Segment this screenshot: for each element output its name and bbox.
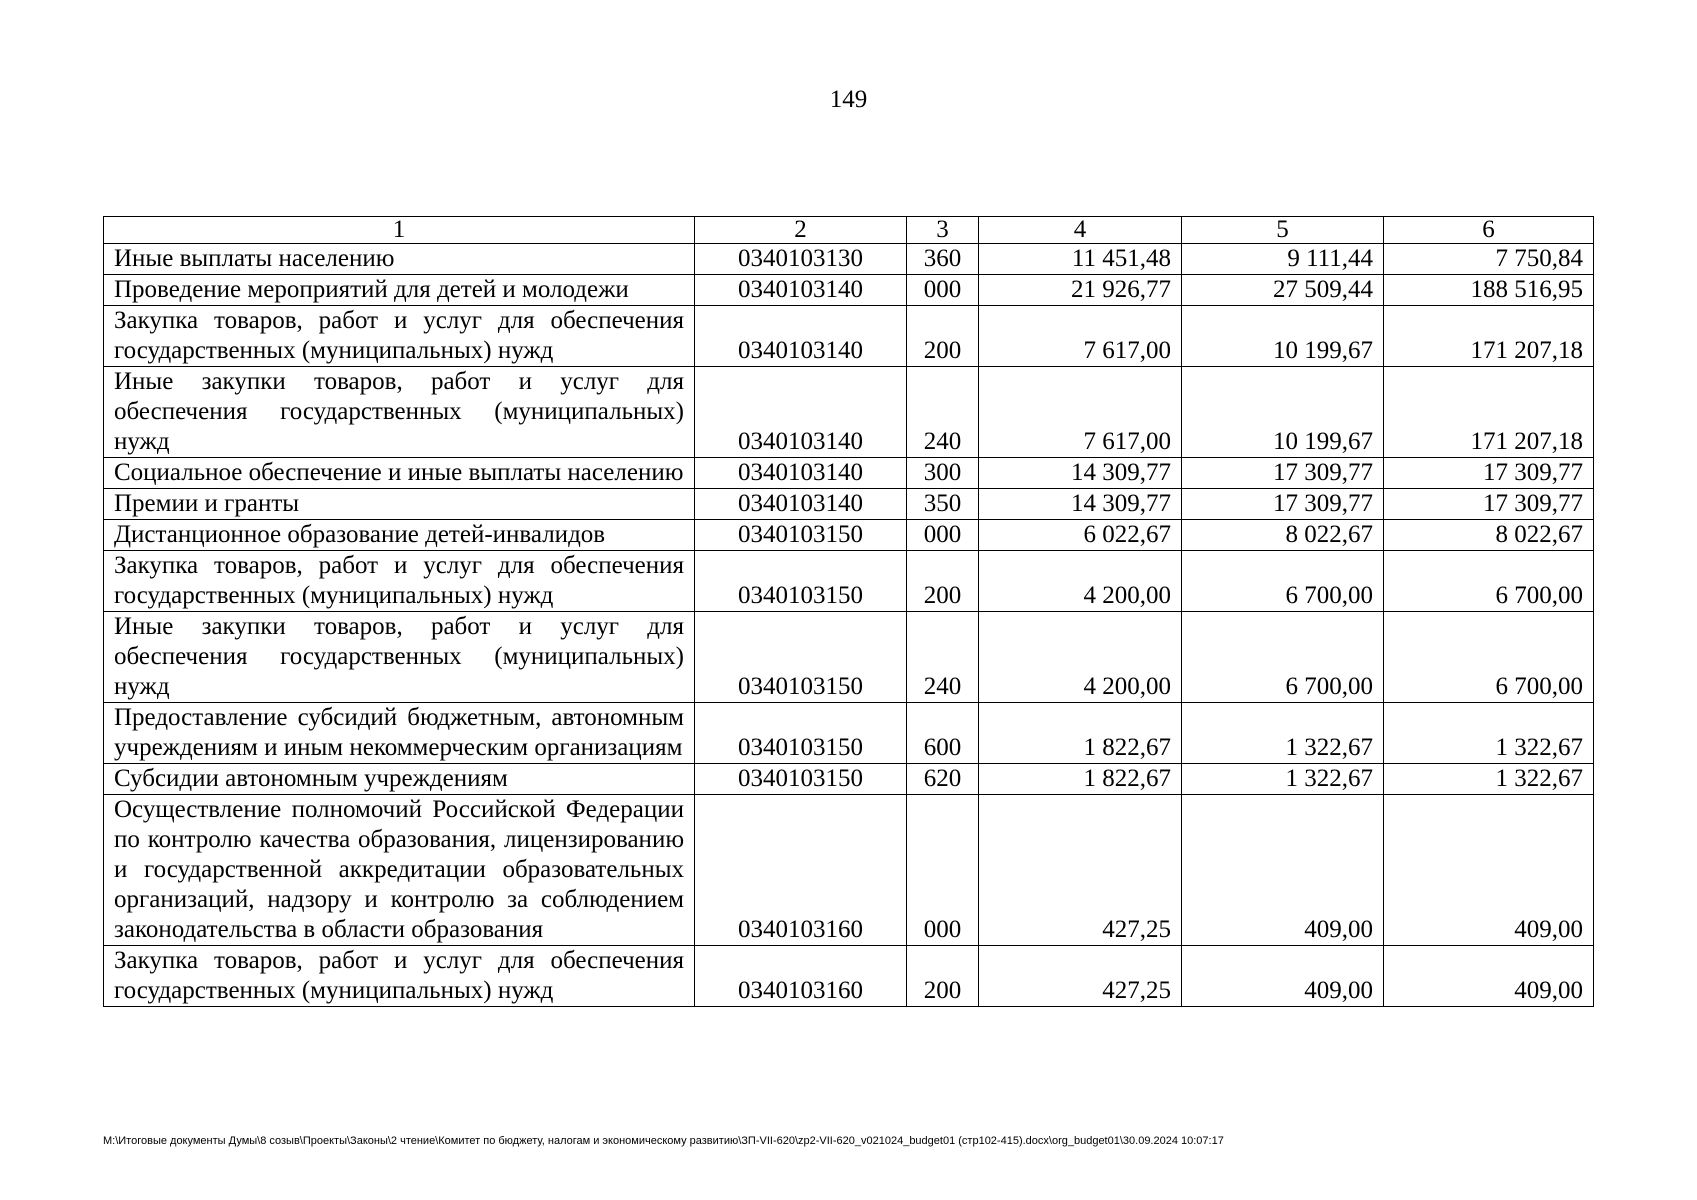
table-row <box>104 520 1594 551</box>
amount-col-6-cell: 8 022,67 <box>1384 520 1594 551</box>
expense-type-cell: 240 <box>907 367 979 458</box>
target-code-cell: 0340103150 <box>695 520 907 551</box>
amount-col-5-cell: 6 700,00 <box>1182 551 1384 612</box>
amount-col-6-cell: 17 309,77 <box>1384 489 1594 520</box>
amount-col-5-cell: 1 322,67 <box>1182 764 1384 795</box>
amount-col-5-cell: 10 199,67 <box>1182 306 1384 367</box>
table-header-row <box>104 217 1594 244</box>
expense-type-cell: 200 <box>907 306 979 367</box>
expense-type-cell: 200 <box>907 551 979 612</box>
amount-col-5-cell: 1 322,67 <box>1182 703 1384 764</box>
amount-col-5-cell: 8 022,67 <box>1182 520 1384 551</box>
header-cell-col-5: 5 <box>1182 217 1384 244</box>
table-body <box>104 217 1594 1007</box>
amount-col-6-cell: 1 322,67 <box>1384 703 1594 764</box>
expense-type-cell: 300 <box>907 458 979 489</box>
target-code-cell: 0340103150 <box>695 764 907 795</box>
expense-name-cell: Проведение мероприятий для детей и молодежи <box>104 275 695 306</box>
table-row <box>104 703 1594 764</box>
expense-type-cell: 000 <box>907 275 979 306</box>
target-code-cell: 0340103140 <box>695 306 907 367</box>
header-cell-col-6: 6 <box>1384 217 1594 244</box>
amount-col-4-cell: 4 200,00 <box>979 551 1182 612</box>
target-code-cell: 0340103150 <box>695 551 907 612</box>
amount-col-5-cell: 10 199,67 <box>1182 367 1384 458</box>
table-row <box>104 764 1594 795</box>
amount-col-6-cell: 1 322,67 <box>1384 764 1594 795</box>
amount-col-4-cell: 14 309,77 <box>979 489 1182 520</box>
amount-col-4-cell: 14 309,77 <box>979 458 1182 489</box>
expense-name-cell: Социальное обеспечение и иные выплаты населению <box>104 458 695 489</box>
expense-name-cell: Дистанционное образование детей-инвалидов <box>104 520 695 551</box>
amount-col-5-cell: 9 111,44 <box>1182 244 1384 275</box>
amount-col-4-cell: 7 617,00 <box>979 367 1182 458</box>
table-row <box>104 275 1594 306</box>
expense-name-cell: Закупка товаров, работ и услуг для обеспечения государственных (муниципальных) нужд <box>104 551 695 612</box>
header-cell-col-1: 1 <box>104 217 695 244</box>
expense-name-cell: Закупка товаров, работ и услуг для обеспечения государственных (муниципальных) нужд <box>104 306 695 367</box>
amount-col-4-cell: 4 200,00 <box>979 612 1182 703</box>
header-cell-col-3: 3 <box>907 217 979 244</box>
amount-col-5-cell: 6 700,00 <box>1182 612 1384 703</box>
expense-name-cell: Осуществление полномочий Российской Федерации по контролю качества образования, лицензированию и государственной аккредитации образовательных организаций, надзору и контролю за соблюдением законодательства в области образования <box>104 795 695 946</box>
table-row <box>104 551 1594 612</box>
expense-name-cell: Иные закупки товаров, работ и услуг для обеспечения государственных (муниципальных) нужд <box>104 367 695 458</box>
amount-col-4-cell: 6 022,67 <box>979 520 1182 551</box>
target-code-cell: 0340103130 <box>695 244 907 275</box>
expense-type-cell: 620 <box>907 764 979 795</box>
expense-type-cell: 360 <box>907 244 979 275</box>
amount-col-5-cell: 409,00 <box>1182 795 1384 946</box>
expense-name-cell: Предоставление субсидий бюджетным, автономным учреждениям и иным некоммерческим организациям <box>104 703 695 764</box>
expense-name-cell: Премии и гранты <box>104 489 695 520</box>
target-code-cell: 0340103140 <box>695 489 907 520</box>
amount-col-6-cell: 188 516,95 <box>1384 275 1594 306</box>
amount-col-6-cell: 7 750,84 <box>1384 244 1594 275</box>
expense-type-cell: 200 <box>907 946 979 1007</box>
amount-col-4-cell: 7 617,00 <box>979 306 1182 367</box>
header-cell-col-4: 4 <box>979 217 1182 244</box>
header-cell-col-2: 2 <box>695 217 907 244</box>
amount-col-5-cell: 17 309,77 <box>1182 489 1384 520</box>
amount-col-6-cell: 6 700,00 <box>1384 551 1594 612</box>
table-row <box>104 367 1594 458</box>
amount-col-4-cell: 11 451,48 <box>979 244 1182 275</box>
expense-name-cell: Иные выплаты населению <box>104 244 695 275</box>
amount-col-4-cell: 1 822,67 <box>979 764 1182 795</box>
expense-type-cell: 000 <box>907 795 979 946</box>
table-row <box>104 795 1594 946</box>
expense-type-cell: 000 <box>907 520 979 551</box>
table-row <box>104 946 1594 1007</box>
table-row <box>104 612 1594 703</box>
amount-col-6-cell: 17 309,77 <box>1384 458 1594 489</box>
table-row <box>104 458 1594 489</box>
expense-name-cell: Субсидии автономным учреждениям <box>104 764 695 795</box>
expense-type-cell: 350 <box>907 489 979 520</box>
target-code-cell: 0340103150 <box>695 612 907 703</box>
expense-name-cell: Иные закупки товаров, работ и услуг для обеспечения государственных (муниципальных) нужд <box>104 612 695 703</box>
page-number: 149 <box>829 86 868 113</box>
amount-col-6-cell: 171 207,18 <box>1384 306 1594 367</box>
table-row <box>104 244 1594 275</box>
expense-type-cell: 240 <box>907 612 979 703</box>
target-code-cell: 0340103160 <box>695 795 907 946</box>
amount-col-4-cell: 21 926,77 <box>979 275 1182 306</box>
amount-col-6-cell: 6 700,00 <box>1384 612 1594 703</box>
expense-name-cell: Закупка товаров, работ и услуг для обеспечения государственных (муниципальных) нужд <box>104 946 695 1007</box>
table-row <box>104 489 1594 520</box>
amount-col-6-cell: 409,00 <box>1384 946 1594 1007</box>
amount-col-6-cell: 171 207,18 <box>1384 367 1594 458</box>
amount-col-4-cell: 1 822,67 <box>979 703 1182 764</box>
amount-col-4-cell: 427,25 <box>979 795 1182 946</box>
budget-table <box>103 216 1594 1007</box>
target-code-cell: 0340103140 <box>695 458 907 489</box>
amount-col-5-cell: 17 309,77 <box>1182 458 1384 489</box>
target-code-cell: 0340103160 <box>695 946 907 1007</box>
amount-col-5-cell: 409,00 <box>1182 946 1384 1007</box>
target-code-cell: 0340103150 <box>695 703 907 764</box>
table-row <box>104 306 1594 367</box>
amount-col-6-cell: 409,00 <box>1384 795 1594 946</box>
target-code-cell: 0340103140 <box>695 367 907 458</box>
footer-file-path: M:\Итоговые документы Думы\8 созыв\Проекты\Законы\2 чтение\Комитет по бюджету, налогам и экономическому развитию\ЗП-VII-620\zp2-VII-620_v021024_budget01 (стр102-415).docx\org_budget01\30.09.2024 10:07:17 <box>103 1135 1224 1147</box>
target-code-cell: 0340103140 <box>695 275 907 306</box>
amount-col-4-cell: 427,25 <box>979 946 1182 1007</box>
amount-col-5-cell: 27 509,44 <box>1182 275 1384 306</box>
expense-type-cell: 600 <box>907 703 979 764</box>
